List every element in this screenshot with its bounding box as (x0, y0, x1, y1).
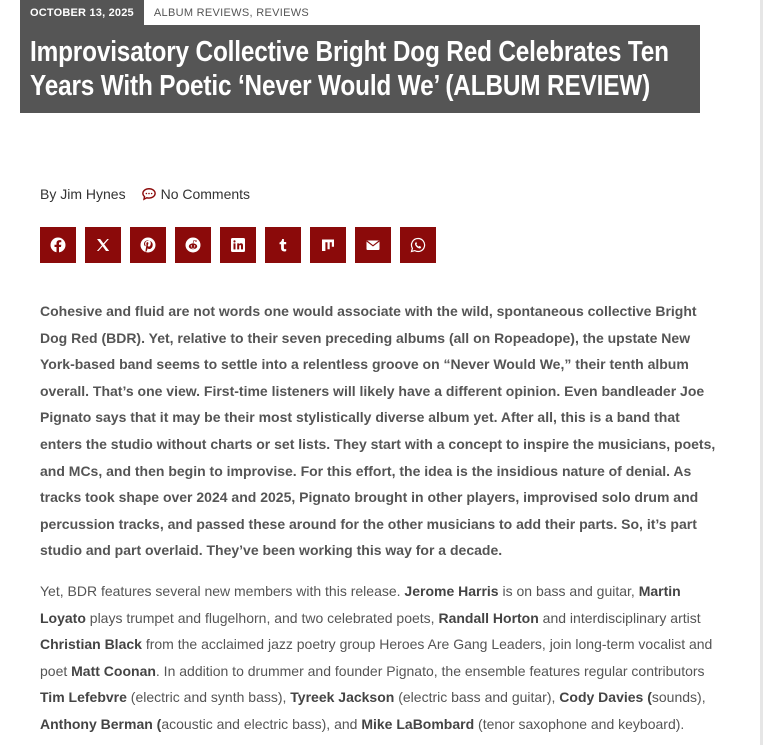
musician-name: Matt Coonan (71, 662, 156, 679)
share-x-button[interactable] (85, 227, 121, 263)
pinterest-icon (140, 237, 156, 253)
musician-name: Tyreek Jackson (290, 689, 395, 706)
post-title: Improvisatory Collective Bright Dog Red Celebrates Ten Years With Poetic ‘Never Would We’ (ALBUM REVIEW) (30, 36, 669, 102)
musician-name: Christian Black (40, 636, 142, 653)
text-run: and interdisciplinary artist (538, 609, 701, 626)
lead-paragraph: Cohesive and fluid are not words one would associate with the wild, spontaneous collective Bright Dog Red (BDR). Yet, relative to their seven preceding albums (all on Ropeadope), the upstate New York-based band seems to settle into a relentless groove on “Never Would We,” their tenth album overall. That’s one view. First-time listeners will likely have a different opinion. Even bandleader Joe Pignato says that it may be their most stylistically diverse album yet. After all, this is a band that enters the studio without charts or set lists. They start with a concept to inspire the musicians, poets, and MCs, and then begin to improvise. For this effort, the idea is the insidious nature of denial. As tracks took shape over 2024 and 2025, Pignato brought in other players, improvised solo drum and percussion tracks, and passed these around for the other musicians to add their parts. So, it’s part studio and part overlaid. They’ve been working this way for a decade. (40, 303, 716, 559)
text-run: . In addition to drummer and founder Pignato, the ensemble features regular contributors (155, 662, 705, 679)
author-byline[interactable]: By Jim Hynes (40, 186, 126, 202)
post-categories (144, 7, 309, 19)
byline (40, 186, 250, 202)
share-whatsapp-button[interactable] (400, 227, 436, 263)
musician-name: Tim Lefebvre (40, 689, 127, 706)
category-link-reviews[interactable]: REVIEWS (256, 6, 310, 19)
share-mix-button[interactable] (310, 227, 346, 263)
x-icon (95, 237, 111, 253)
musician-name: Cody Davies ( (559, 689, 652, 706)
share-buttons (40, 227, 445, 263)
linkedin-icon (230, 237, 246, 253)
post-meta (20, 0, 309, 25)
post-date: OCTOBER 13, 2025 (20, 0, 144, 25)
mix-icon (320, 237, 336, 253)
musician-name: Martin Loyato (40, 582, 681, 626)
text-run: (electric bass and guitar), (394, 689, 560, 706)
share-email-button[interactable] (355, 227, 391, 263)
comment-icon (142, 187, 156, 201)
text-run: acoustic and electric bass), and (161, 715, 362, 732)
musician-name: Mike LaBombard (361, 715, 475, 732)
facebook-icon (50, 237, 66, 253)
text-run: Yet, BDR features several new members with this release. (40, 582, 405, 599)
text-run: is on bass and guitar, (498, 582, 639, 599)
article-body (40, 298, 720, 752)
credits-paragraph (40, 578, 720, 738)
reddit-icon (185, 237, 201, 253)
share-linkedin-button[interactable] (220, 227, 256, 263)
share-pinterest-button[interactable] (130, 227, 166, 263)
category-link-album-reviews[interactable]: ALBUM REVIEWS (153, 6, 250, 19)
text-run: (electric and synth bass), (126, 689, 291, 706)
text-run: plays trumpet and flugelhorn, and two celebrated poets, (85, 609, 439, 626)
comments-count: No Comments (160, 186, 251, 202)
text-run: sounds), (651, 689, 706, 706)
musician-name: Randall Horton (438, 609, 539, 626)
share-facebook-button[interactable] (40, 227, 76, 263)
share-tumblr-button[interactable] (265, 227, 301, 263)
whatsapp-icon (410, 237, 426, 253)
post-title-box (20, 25, 700, 113)
text-run: from the acclaimed jazz poetry group Heroes Are Gang Leaders, join long-term vocalist and poet (40, 636, 713, 679)
envelope-icon (365, 237, 381, 253)
tumblr-icon (275, 237, 291, 253)
text-run: (tenor saxophone and keyboard). (474, 715, 685, 732)
category-separator: , (249, 6, 257, 19)
share-reddit-button[interactable] (175, 227, 211, 263)
musician-name: Anthony Berman ( (40, 715, 162, 732)
musician-name: Jerome Harris (404, 582, 499, 599)
comments-link[interactable] (142, 186, 250, 202)
